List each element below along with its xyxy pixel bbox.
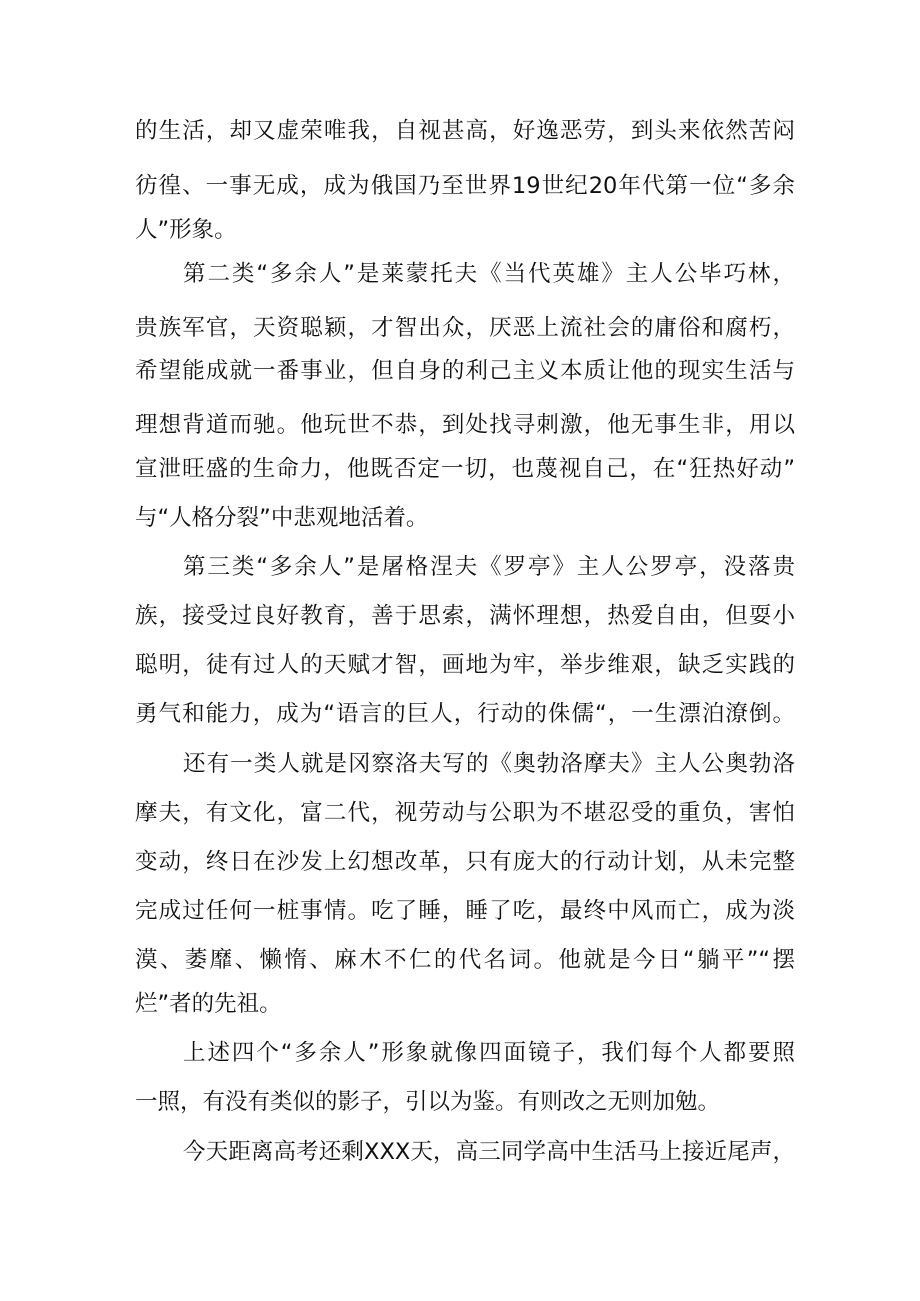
text-line: 彷徨、一事无成，成为俄国乃至世界19世纪20年代第一位“多余 <box>135 173 795 199</box>
text-line: 烂”者的先祖。 <box>135 991 282 1017</box>
paragraph-first-line: 第三类“多余人”是屠格涅夫《罗亭》主人公罗亭，没落贵 <box>183 554 795 580</box>
text-line: 摩夫，有文化，富二代，视劳动与公职为不堪忍受的重负，害怕 <box>135 800 795 826</box>
text-line: 勇气和能力，成为“语言的巨人，行动的侏儒“，一生漂泊潦倒。 <box>135 701 795 727</box>
text-line: 完成过任何一桩事情。吃了睡，睡了吃，最终中风而亡，成为淡 <box>135 898 795 924</box>
text-line: 族，接受过良好教育，善于思索，满怀理想，热爱自由，但耍小 <box>135 603 795 629</box>
text-line: 漠、萎靡、懒惰、麻木不仁的代名词。他就是今日“躺平”“摆 <box>135 947 795 973</box>
text-line: 的生活，却又虚荣唯我，自视甚高，好逸恶劳，到头来依然苦闷 <box>135 118 795 144</box>
paragraph-first-line: 上述四个“多余人”形象就像四面镜子，我们每个人都要照 <box>183 1040 795 1066</box>
text-line: 聪明，徒有过人的天赋才智，画地为牢，举步维艰，缺乏实践的 <box>135 652 795 678</box>
paragraph-first-line: 还有一类人就是冈察洛夫写的《奥勃洛摩夫》主人公奥勃洛 <box>183 751 795 777</box>
text-line: 贵族军官，天资聪颖，才智出众，厌恶上流社会的庸俗和腐朽， <box>135 315 795 341</box>
text-line: 希望能成就一番事业，但自身的利己主义本质让他的现实生活与 <box>135 358 795 384</box>
text-line: 理想背道而驰。他玩世不恭，到处找寻刺激，他无事生非，用以 <box>135 412 795 438</box>
text-line: 宣泄旺盛的生命力，他既否定一切，也蔑视自己，在“狂热好动” <box>135 456 795 482</box>
text-line: 变动，终日在沙发上幻想改革，只有庞大的行动计划，从未完整 <box>135 849 795 875</box>
text-line: 与“人格分裂”中悲观地活着。 <box>135 505 429 531</box>
paragraph-first-line: 第二类“多余人”是莱蒙托夫《当代英雄》主人公毕巧林， <box>183 261 795 287</box>
paragraph-first-line: 今天距离高考还剩XXX天，高三同学高中生活马上接近尾声， <box>183 1139 795 1165</box>
text-line: 一照，有没有类似的影子，引以为鉴。有则改之无则加勉。 <box>135 1089 721 1115</box>
text-line: 人”形象。 <box>135 217 237 243</box>
